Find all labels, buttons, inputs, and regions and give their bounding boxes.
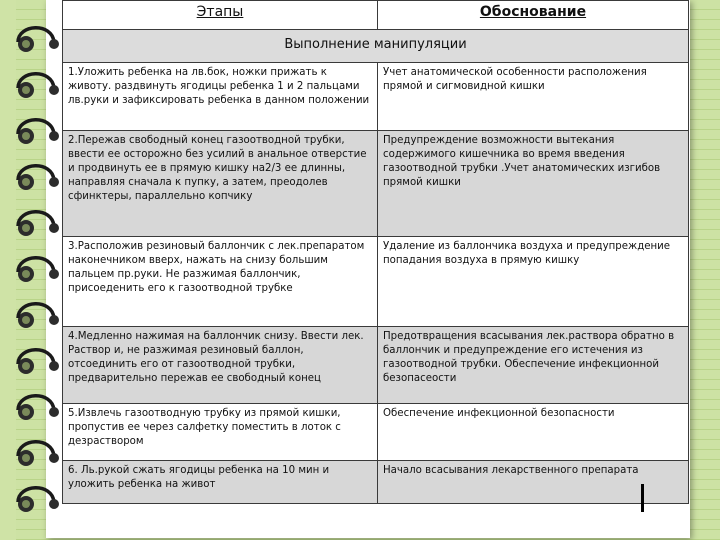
table-row	[63, 404, 689, 461]
section-title: Выполнение манипуляции	[63, 30, 689, 63]
reason-cell: Удаление из баллончика воздуха и предупреждение попадания воздуха в прямую кишку	[378, 237, 689, 327]
reason-cell: Обеспечение инфекционной безопасности	[378, 404, 689, 461]
reason-cell: Учет анатомической особенности расположения прямой и сигмовидной кишки	[378, 63, 689, 131]
step-cell: 4.Медленно нажимая на баллончик снизу. Ввести лек. Раствор и, не разжимая резиновый баллон, отсоединить его от газоотводной трубки, предварительно пережав ее свободный конец	[63, 327, 378, 404]
step-cell: 3.Расположив резиновый баллончик с лек.препаратом наконечником вверх, нажать на снизу большим пальцем пр.руки. Не разжимая баллончик, присоеденить его к газоотводной трубке	[63, 237, 378, 327]
reason-cell: Предупреждение возможности вытекания содержимого кишечника во время введения газоотводной трубки .Учет анатомических изгибов прямой кишки	[378, 131, 689, 237]
table-header-row	[63, 1, 689, 30]
step-cell: 6. Ль.рукой сжать ягодицы ребенка на 10 мин и уложить ребенка на живот	[63, 461, 378, 504]
text-cursor	[641, 484, 644, 512]
table-row	[63, 131, 689, 237]
table-row	[63, 461, 689, 504]
reason-cell: Начало всасывания лекарственного препарата	[378, 461, 689, 504]
procedure-table	[62, 0, 689, 504]
step-cell: 2.Пережав свободный конец газоотводной трубки, ввести ее осторожно без усилий в анальное отверстие и продвинуть ее в прямую кишку на2/3 ее длинны, направляя сначала к пупку, а затем, преодолев сфинктеры, параллельно копчику	[63, 131, 378, 237]
step-cell: 1.Уложить ребенка на лв.бок, ножки прижать к животу. раздвинуть ягодицы ребенка 1 и 2 пальцами лв.руки и зафиксировать ребенка в данном положении	[63, 63, 378, 131]
binder-ring-icons	[18, 28, 59, 512]
header-rationale: Обоснование	[378, 1, 689, 30]
step-cell: 5.Извлечь газоотводную трубку из прямой кишки, пропустив ее через салфетку поместить в лоток с дезраствором	[63, 404, 378, 461]
section-row	[63, 30, 689, 63]
table-row	[63, 63, 689, 131]
binder-rings	[4, 0, 64, 540]
header-stages: Этапы	[63, 1, 378, 30]
reason-cell: Предотвращения всасывания лек.раствора обратно в баллончик и предупреждение его истечения из газоотводной трубки. Обеспечение инфекционной безопасеости	[378, 327, 689, 404]
table-row	[63, 327, 689, 404]
table-row	[63, 237, 689, 327]
